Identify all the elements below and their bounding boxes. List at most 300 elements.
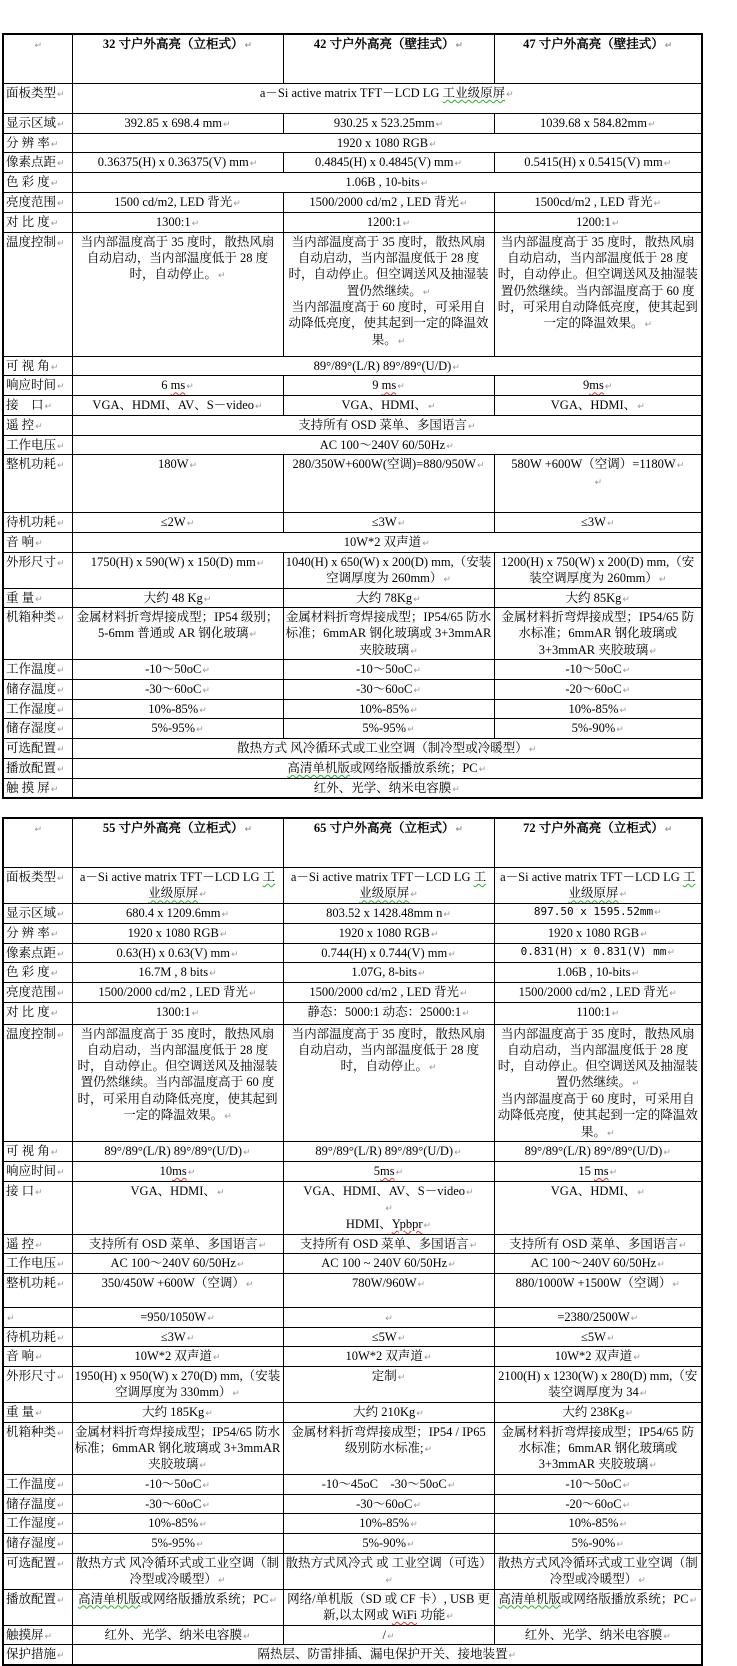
row-label	[3, 1347, 72, 1367]
spellcheck-red: ms	[172, 1163, 187, 1178]
paragraph: 392.85 x 698.4 mm↵	[124, 116, 231, 130]
paragraph-mark-icon: ↵	[637, 402, 645, 413]
paragraph: 32 寸户外高亮（立柜式）↵	[102, 37, 253, 51]
spec-cell	[72, 1308, 283, 1328]
paragraph-mark-icon: ↵	[205, 1409, 213, 1419]
table-row	[3, 455, 702, 513]
spec-cell	[283, 1625, 494, 1645]
paragraph-mark-icon: ↵	[616, 725, 624, 736]
paragraph: 55 寸户外高亮（立柜式）↵	[102, 821, 253, 836]
paragraph-mark-icon: ↵	[669, 988, 677, 999]
paragraph-mark-icon: ↵	[508, 1651, 517, 1662]
paragraph: 1750(H) x 590(W) x 150(D) mm↵	[90, 554, 265, 569]
paragraph: 1040(H) x 650(W) x 200(D) mm,（安装空调厚度为 260mm）↵	[285, 554, 492, 585]
paragraph: 整机功耗↵	[6, 457, 65, 472]
table-row	[3, 1514, 702, 1534]
spec-cell	[72, 532, 702, 552]
spec-cell	[72, 114, 283, 134]
paragraph-mark-icon: ↵	[50, 1148, 59, 1159]
spec-cell	[72, 1589, 283, 1625]
paragraph: a－Si active matrix TFT－LCD LG 工业级原屏↵	[290, 870, 487, 901]
table-row	[3, 1274, 702, 1308]
paragraph-mark-icon: ↵	[35, 1240, 43, 1251]
column-header	[283, 34, 494, 84]
paragraph-mark-icon: ↵	[249, 630, 257, 641]
spec-cell	[494, 232, 702, 356]
paragraph-mark-icon: ↵	[57, 1480, 65, 1491]
paragraph-mark-icon: ↵	[410, 705, 418, 716]
spec-cell	[283, 904, 494, 924]
spellcheck-green: 工业级原屏	[442, 86, 506, 100]
paragraph-mark-icon: ↵	[189, 461, 198, 472]
row-label	[3, 1645, 72, 1665]
spec-cell	[72, 608, 283, 660]
paragraph-mark-icon: ↵	[50, 179, 59, 190]
paragraph-mark-icon: ↵	[678, 1240, 687, 1251]
table-row	[3, 778, 702, 798]
paragraph-mark-icon: ↵	[397, 382, 405, 393]
paragraph: 5%-90%↵	[571, 721, 624, 736]
spec-cell	[72, 1142, 283, 1162]
paragraph: =950/1050W↵	[140, 1310, 215, 1324]
paragraph: 红外、光学、纳米电容膜↵	[104, 1627, 251, 1642]
paragraph: 350/450W +600W（空调）↵	[101, 1276, 254, 1290]
spec-cell	[494, 1274, 702, 1308]
spec-cell	[494, 943, 702, 963]
paragraph-mark-icon: ↵	[422, 287, 431, 298]
paragraph: 803.52 x 1428.48mm n↵	[326, 906, 451, 921]
spec-cell	[72, 719, 283, 739]
paragraph-mark-icon: ↵	[57, 1167, 65, 1178]
spec-cell	[494, 868, 702, 904]
paragraph-mark-icon: ↵	[212, 1353, 221, 1364]
paragraph-mark-icon: ↵	[443, 574, 451, 585]
paragraph-mark-icon: ↵	[672, 1280, 680, 1290]
spellcheck-green: 工业级原屏	[148, 870, 276, 901]
paragraph: 0.36375(H) x 0.36375(V) mm↵	[97, 155, 258, 170]
spellcheck-red: WiFi	[391, 1607, 418, 1622]
spec-cell	[283, 1347, 494, 1367]
table-row	[3, 1422, 702, 1474]
row-label	[3, 1533, 72, 1553]
paragraph: 89°/89°(L/R) 89°/89°(U/D)↵	[315, 1144, 462, 1159]
paragraph: 1920 x 1080 RGB↵	[336, 135, 437, 150]
paragraph: ≤2W↵	[160, 515, 195, 530]
paragraph: 大约 238Kg↵	[562, 1405, 634, 1419]
paragraph-mark-icon: ↵	[447, 1480, 456, 1491]
paragraph-mark-icon: ↵	[186, 519, 195, 530]
paragraph: 0.4845(H) x 0.4845(V) mm↵	[314, 155, 463, 170]
row-label	[3, 660, 72, 680]
paragraph: 金属材料折弯焊接成型；IP54 / IP65 级别防水标准;↵	[291, 1424, 486, 1455]
table-row	[3, 193, 702, 213]
spec-cell	[283, 1024, 494, 1142]
paragraph-mark-icon: ↵	[397, 1373, 406, 1384]
spec-cell	[72, 1254, 283, 1274]
spec-cell	[72, 213, 283, 233]
corner-cell	[3, 34, 72, 84]
row-label	[3, 455, 72, 513]
paragraph-mark-icon: ↵	[202, 1480, 210, 1491]
row-label	[3, 1403, 72, 1423]
paragraph-mark-icon: ↵	[57, 120, 65, 130]
row-label	[3, 213, 72, 233]
table-row	[3, 963, 702, 983]
paragraph: 接 口↵	[6, 398, 53, 413]
spec-cell	[72, 153, 283, 173]
paragraph: 像素点距↵	[6, 945, 65, 960]
paragraph: 大约 48 Kg↵	[143, 590, 212, 605]
table-row	[3, 213, 702, 233]
paragraph-mark-icon: ↵	[223, 120, 231, 130]
spec-cell	[283, 1403, 494, 1423]
spec-cell	[283, 868, 494, 904]
paragraph-mark-icon: ↵	[57, 1428, 65, 1439]
paragraph-mark-icon: ↵	[202, 686, 210, 697]
paragraph: 780W/960W↵	[351, 1276, 426, 1290]
spec-cell	[72, 1181, 283, 1234]
paragraph: 89°/89°(L/R) 89°/89°(U/D)↵	[313, 358, 460, 373]
paragraph: 10W*2 双声道↵	[134, 1349, 221, 1364]
paragraph-mark-icon: ↵	[397, 1333, 406, 1344]
row-label	[3, 1308, 72, 1328]
table-row	[3, 1474, 702, 1494]
paragraph-mark-icon: ↵	[418, 969, 426, 980]
paragraph: 储存温度↵	[6, 682, 65, 697]
table-row	[3, 588, 702, 608]
paragraph-mark-icon: ↵	[245, 1280, 254, 1290]
paragraph: 当内部温度高于 35 度时，散热风扇自动启动，当内部温度低于 28 度时，自动停止。但空调送风及抽湿装置仍然继续。当内部温度高于 60 度时，可采用自动降低亮度，使其起到一定的降温效果。↵	[497, 234, 698, 330]
spec-cell	[494, 455, 702, 513]
paragraph: 红外、光学、纳米电容膜↵	[313, 780, 460, 795]
paragraph: 0.63(H) x 0.63(V) mm↵	[116, 945, 239, 960]
row-label	[3, 193, 72, 213]
table-row	[3, 1494, 702, 1514]
paragraph-mark-icon: ↵	[50, 784, 59, 795]
spec-cell	[72, 84, 702, 114]
column-header	[494, 818, 702, 868]
paragraph-mark-icon: ↵	[57, 1030, 65, 1041]
paragraph-mark-icon: ↵	[57, 745, 65, 756]
paragraph: 静态：5000:1 动态：25000:1↵	[307, 1004, 470, 1019]
paragraph: 当内部温度高于 35 度时，散热风扇自动启动，当内部温度低于 28 度时，自动停止。但空调送风及抽湿装置仍然继续。↵	[288, 234, 489, 298]
paragraph-mark-icon: ↵	[232, 1389, 240, 1400]
paragraph: 大约 210Kg↵	[353, 1405, 424, 1419]
paragraph: 温度控制↵	[6, 234, 65, 249]
paragraph: 1920 x 1080 RGB↵	[338, 925, 439, 940]
row-label	[3, 739, 72, 759]
paragraph-mark-icon: ↵	[35, 538, 43, 549]
spec-cell	[72, 435, 702, 455]
paragraph-mark-icon: ↵	[638, 1575, 646, 1586]
paragraph: ≤5W↵	[581, 1329, 615, 1344]
paragraph: 待机功耗↵	[6, 515, 65, 530]
paragraph-mark-icon: ↵	[57, 558, 65, 569]
paragraph: 0.831(H) x 0.831(V) mm↵	[520, 944, 675, 958]
paragraph: AC 100～240V 60/50Hz↵	[530, 1256, 665, 1271]
paragraph-mark-icon: ↵	[631, 969, 640, 980]
spellcheck-green: 高清单机版	[287, 760, 350, 775]
paragraph: 亮度范围↵	[6, 195, 65, 210]
paragraph-mark-icon: ↵	[57, 1595, 65, 1606]
spec-cell	[494, 1347, 702, 1367]
row-label	[3, 1181, 72, 1234]
paragraph: 播放配置↵	[6, 1591, 65, 1606]
table-row	[3, 1024, 702, 1142]
row-label	[3, 1514, 72, 1534]
table-row	[3, 396, 702, 416]
paragraph-mark-icon: ↵	[57, 1559, 65, 1570]
paragraph-mark-icon: ↵	[385, 1204, 393, 1215]
paragraph: 播放配置↵	[6, 760, 65, 775]
paragraph	[497, 473, 700, 490]
paragraph-mark-icon: ↵	[50, 139, 59, 150]
spec-cell	[283, 232, 494, 356]
paragraph: ≤5W↵	[371, 1329, 406, 1344]
paragraph: 880/1000W +1500W（空调）↵	[515, 1276, 680, 1290]
paragraph: 显示区域↵	[6, 906, 65, 921]
paragraph-mark-icon: ↵	[50, 929, 59, 940]
paragraph-mark-icon: ↵	[622, 1500, 631, 1511]
spec-cell	[72, 923, 283, 943]
table-row	[3, 1589, 702, 1625]
paragraph: 47 寸户外高亮（壁挂式）↵	[523, 37, 673, 51]
table-row	[3, 982, 702, 1002]
paragraph: -30～60oC↵	[145, 682, 210, 697]
paragraph-mark-icon: ↵	[413, 594, 421, 605]
paragraph: 10%-85%↵	[148, 701, 207, 716]
paragraph: -10～50oC↵	[565, 1476, 631, 1491]
paragraph-mark-icon: ↵	[466, 1187, 474, 1198]
paragraph-mark-icon: ↵	[209, 969, 217, 980]
spec-cell	[72, 1422, 283, 1474]
paragraph-mark-icon: ↵	[428, 1063, 437, 1074]
paragraph-mark-icon: ↵	[622, 666, 631, 677]
paragraph	[6, 820, 70, 837]
paragraph-mark-icon: ↵	[57, 705, 65, 716]
paragraph-mark-icon: ↵	[460, 199, 468, 210]
spec-cell	[72, 588, 283, 608]
paragraph: 高清单机版或网络版播放系统；PC↵	[287, 760, 487, 775]
paragraph-mark-icon: ↵	[34, 41, 43, 51]
row-label	[3, 1422, 72, 1474]
paragraph-mark-icon: ↵	[57, 519, 65, 530]
row-label	[3, 1254, 72, 1274]
paragraph: 16.7M , 8 bits↵	[138, 965, 217, 980]
paragraph-mark-icon: ↵	[664, 825, 673, 836]
paragraph-mark-icon: ↵	[625, 1409, 634, 1419]
paragraph: 280/350W+600W(空调)=880/950W↵	[292, 457, 485, 472]
paragraph: HDMI、Ypbpr↵	[345, 1216, 432, 1231]
row-label	[3, 1024, 72, 1142]
spec-cell	[283, 513, 494, 533]
paragraph: 1200:1↵	[576, 215, 620, 230]
row-label	[3, 1625, 72, 1645]
paragraph: 2100(H) x 1230(W) x 280(D) mm,（安装空调厚度为 34↵	[498, 1369, 698, 1400]
paragraph: VGA、HDMI、AV、S－video↵	[303, 1183, 474, 1198]
paragraph-mark-icon: ↵	[622, 594, 630, 605]
paragraph: 1500 cd/m2, LED 背光↵	[114, 195, 241, 210]
paragraph-mark-icon: ↵	[460, 988, 468, 999]
row-label	[3, 356, 72, 376]
spellcheck-red: ms	[170, 378, 186, 393]
row-label	[3, 153, 72, 173]
spec-cell	[494, 213, 702, 233]
spec-cell	[494, 1367, 702, 1403]
paragraph-mark-icon: ↵	[242, 1631, 251, 1642]
spec-cell	[72, 778, 702, 798]
row-label	[3, 608, 72, 660]
table-row	[3, 739, 702, 759]
spec-cell	[283, 1181, 494, 1234]
paragraph: 大约 78Kg↵	[356, 590, 421, 605]
spec-cell	[494, 923, 702, 943]
row-label	[3, 552, 72, 588]
paragraph-mark-icon: ↵	[528, 745, 537, 756]
paragraph: 触 摸 屏↵	[6, 780, 59, 795]
header-row	[3, 818, 702, 868]
paragraph: 保护措施↵	[6, 1647, 65, 1662]
paragraph: 15 ms↵	[578, 1163, 618, 1178]
table-row	[3, 719, 702, 739]
spec-cell	[283, 943, 494, 963]
spec-cell	[72, 356, 702, 376]
paragraph-mark-icon: ↵	[653, 199, 662, 210]
paragraph-mark-icon: ↵	[385, 1575, 393, 1586]
paragraph-mark-icon: ↵	[249, 988, 257, 999]
spec-cell	[72, 1403, 283, 1423]
paragraph: 1.06B , 10-bits↵	[345, 175, 429, 190]
row-label	[3, 415, 72, 435]
paragraph: 工作电压↵	[6, 1256, 65, 1271]
paragraph-mark-icon: ↵	[630, 1314, 639, 1324]
paragraph: 储存湿度↵	[6, 1535, 65, 1550]
table-row	[3, 532, 702, 552]
paragraph-mark-icon: ↵	[609, 1167, 618, 1178]
paragraph	[6, 36, 70, 53]
paragraph-mark-icon: ↵	[416, 1409, 424, 1419]
paragraph: 像素点距↵	[6, 155, 65, 170]
paragraph: 可选配置↵	[6, 1555, 65, 1570]
paragraph-mark-icon: ↵	[663, 1631, 671, 1642]
spec-cell	[72, 904, 283, 924]
paragraph-mark-icon: ↵	[423, 1353, 432, 1364]
spec-cell	[494, 963, 702, 983]
paragraph: 储存湿度↵	[6, 721, 65, 736]
paragraph: ≤3W↵	[160, 1329, 195, 1344]
paragraph: VGA、HDMI、↵	[130, 1183, 225, 1198]
paragraph: 1200:1↵	[366, 215, 411, 230]
paragraph: 6 ms↵	[161, 378, 194, 393]
paragraph: 对 比 度↵	[6, 1004, 59, 1019]
paragraph-mark-icon: ↵	[631, 1079, 640, 1090]
paragraph: 定制↵	[371, 1369, 406, 1384]
paragraph-mark-icon: ↵	[187, 1167, 196, 1178]
paragraph-mark-icon: ↵	[44, 402, 53, 413]
spec-cell	[72, 415, 702, 435]
paragraph-mark-icon: ↵	[207, 1314, 215, 1324]
paragraph: 5ms↵	[373, 1163, 404, 1178]
spec-cell	[494, 1002, 702, 1024]
paragraph: 音 响↵	[6, 1349, 43, 1364]
paragraph-mark-icon: ↵	[57, 666, 65, 677]
paragraph-mark-icon: ↵	[604, 382, 613, 393]
header-row	[3, 34, 702, 84]
paragraph: a－Si active matrix TFT－LCD LG 工业级原屏↵	[259, 86, 514, 100]
paragraph: VGA、HDMI、↵	[341, 398, 436, 413]
spec-cell	[72, 376, 283, 396]
column-header	[72, 34, 283, 84]
paragraph: 散热方式风冷式 或 工业空调（可选）↵	[285, 1555, 492, 1586]
table-row	[3, 1181, 702, 1234]
spec-cell	[72, 1347, 283, 1367]
paragraph: 可 视 角↵	[6, 1144, 59, 1159]
paragraph: 响应时间↵	[6, 1163, 65, 1178]
paragraph: 储存温度↵	[6, 1496, 65, 1511]
paragraph: 10%-85%↵	[568, 1516, 628, 1531]
paragraph: 1950(H) x 950(W) x 270(D) mm,（安装空调厚度为 330mm）↵	[74, 1369, 281, 1400]
paragraph-mark-icon: ↵	[57, 159, 65, 170]
paragraph-mark-icon: ↵	[454, 1148, 462, 1159]
spellcheck-green: 高清单机版	[498, 1591, 561, 1606]
paragraph-mark-icon: ↵	[50, 1008, 59, 1019]
paragraph-mark-icon: ↵	[407, 1539, 415, 1550]
paragraph-mark-icon: ↵	[622, 1480, 631, 1491]
paragraph: VGA、HDMI、AV、S－video↵	[92, 398, 263, 413]
spec-cell	[72, 1533, 283, 1553]
paragraph: 当内部温度高于 60 度时，可采用自动降低亮度，使其起到一定的降温效果。↵	[497, 1092, 698, 1139]
spec-cell	[283, 608, 494, 660]
paragraph-mark-icon: ↵	[224, 1111, 232, 1122]
paragraph: 触摸屏↵	[6, 1627, 53, 1642]
paragraph-mark-icon: ↵	[410, 1520, 418, 1531]
paragraph-mark-icon: ↵	[446, 1611, 454, 1622]
paragraph: 重 量↵	[6, 1405, 43, 1419]
table-row	[3, 376, 702, 396]
paragraph-mark-icon: ↵	[236, 1260, 245, 1271]
spec-cell	[72, 552, 283, 588]
paragraph-mark-icon: ↵	[57, 1651, 65, 1662]
table-row	[3, 232, 702, 356]
spec-cell	[283, 1234, 494, 1254]
spec-cell	[494, 552, 702, 588]
paragraph: 工作温度↵	[6, 1476, 65, 1491]
paragraph	[286, 1309, 492, 1326]
paragraph-mark-icon: ↵	[429, 139, 437, 150]
paragraph-mark-icon: ↵	[57, 199, 65, 210]
row-label	[3, 923, 72, 943]
paragraph-mark-icon: ↵	[196, 1539, 204, 1550]
paragraph: 1500cd/m2 , LED 背光↵	[534, 195, 662, 210]
paragraph: 10ms↵	[159, 1163, 196, 1178]
table-row	[3, 904, 702, 924]
paragraph: 0.744(H) x 0.744(V) mm↵	[321, 945, 456, 960]
paragraph-mark-icon: ↵	[35, 1353, 43, 1364]
paragraph-mark-icon: ↵	[35, 1187, 43, 1198]
paragraph: -20～60oC↵	[565, 1496, 631, 1511]
paragraph: 工作温度↵	[6, 662, 65, 677]
spellcheck-red: Ypbpr	[391, 1216, 423, 1231]
paragraph-mark-icon: ↵	[7, 1314, 15, 1324]
paragraph: 高清单机版或网络版播放系统；PC↵	[498, 1591, 698, 1606]
spellcheck-green: 工业级原屏	[359, 870, 487, 901]
table-row	[3, 1645, 702, 1665]
row-label	[3, 1494, 72, 1514]
paragraph-mark-icon: ↵	[658, 574, 667, 585]
spellcheck-red: ms	[380, 1163, 395, 1178]
spec-cell	[494, 1589, 702, 1625]
paragraph-mark-icon: ↵	[619, 1520, 628, 1531]
